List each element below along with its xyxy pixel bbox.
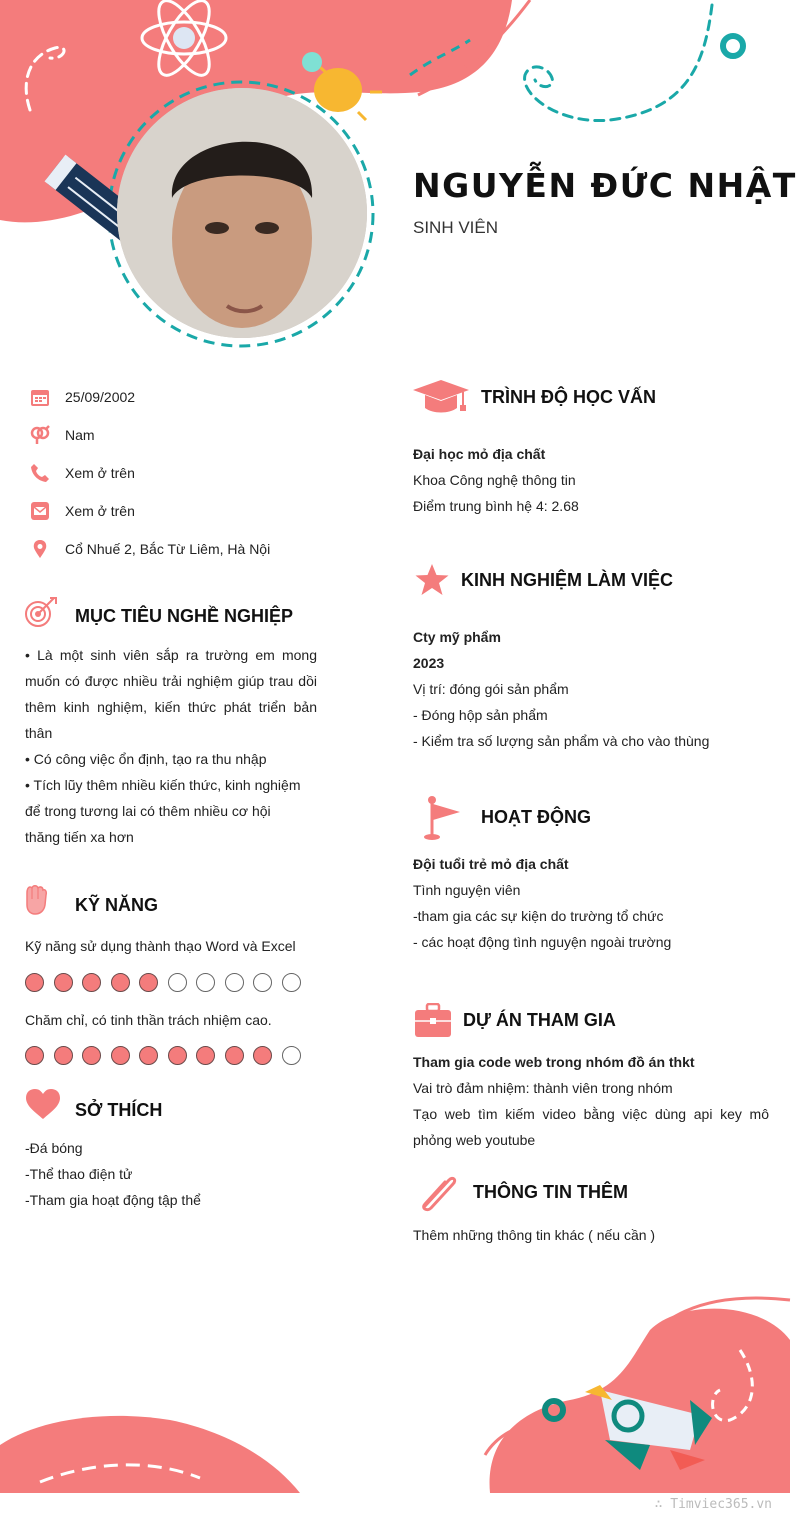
experience-title: KINH NGHIỆM LÀM VIỆC bbox=[461, 570, 674, 590]
activities-content bbox=[413, 851, 671, 955]
phone-icon bbox=[30, 463, 50, 483]
experience-line: - Đóng hộp sản phẩm bbox=[413, 707, 548, 723]
objective-line: • Tích lũy thêm nhiều kiến thức, kinh nghiệm bbox=[25, 777, 301, 793]
gender-icon bbox=[30, 425, 50, 445]
rating-dot-empty bbox=[168, 973, 187, 992]
target-icon bbox=[24, 596, 58, 630]
birthdate-text: 25/09/2002 bbox=[65, 389, 136, 405]
birthdate-row bbox=[30, 385, 135, 409]
objective-line: • Là một sinh viên sắp ra trường em mong muốn có được nhiều trải nghiệm giúp trau dồi thêm kinh nghiệm, kiến thức phát triển bản thân bbox=[25, 647, 317, 741]
school-name: Đại học mỏ địa chất bbox=[413, 446, 546, 462]
activity-line: - các hoạt động tình nguyện ngoài trường bbox=[413, 934, 672, 950]
location-icon bbox=[30, 539, 50, 559]
address-text: Cổ Nhuế 2, Bắc Từ Liêm, Hà Nội bbox=[65, 541, 271, 557]
objective-line: • Có công việc ổn định, tạo ra thu nhập bbox=[25, 751, 267, 767]
hobby-item: -Thể thao điện tử bbox=[25, 1166, 133, 1182]
skill-label: Kỹ năng sử dụng thành thạo Word và Excel bbox=[25, 938, 296, 954]
company-name: Cty mỹ phẩm bbox=[413, 629, 501, 645]
objective-line: để trong tương lai có thêm nhiều cơ hội bbox=[25, 803, 271, 819]
hobbies-list bbox=[25, 1135, 201, 1213]
education-content bbox=[413, 441, 579, 519]
paperclip-icon bbox=[417, 1172, 459, 1212]
extra-info-title: THÔNG TIN THÊM bbox=[473, 1182, 628, 1202]
rating-dot-empty bbox=[282, 1046, 301, 1065]
star-icon bbox=[415, 564, 449, 597]
address-row bbox=[30, 537, 270, 561]
skill-rating bbox=[25, 1046, 301, 1065]
activity-line: -tham gia các sự kiện do trường tổ chức bbox=[413, 908, 664, 924]
rating-dot-filled bbox=[196, 1046, 215, 1065]
project-line: Tạo web tìm kiếm video bằng việc dùng api key mô phỏng web youtube bbox=[413, 1106, 769, 1148]
projects-title: DỰ ÁN THAM GIA bbox=[463, 1010, 616, 1030]
hobby-item: -Đá bóng bbox=[25, 1140, 83, 1156]
rating-dot-filled bbox=[82, 1046, 101, 1065]
rating-dot-filled bbox=[139, 1046, 158, 1065]
skill-rating bbox=[25, 973, 301, 992]
calendar-icon bbox=[30, 387, 50, 407]
email-row bbox=[30, 499, 135, 523]
rating-dot-filled bbox=[225, 1046, 244, 1065]
objective-title: MỤC TIÊU NGHỀ NGHIỆP bbox=[75, 606, 294, 626]
experience-content bbox=[413, 624, 709, 754]
experience-line: - Kiểm tra số lượng sản phẩm và cho vào thùng bbox=[413, 733, 710, 749]
hobbies-title: SỞ THÍCH bbox=[75, 1100, 163, 1120]
experience-line: Vị trí: đóng gói sản phẩm bbox=[413, 681, 569, 697]
rating-dot-filled bbox=[168, 1046, 187, 1065]
briefcase-icon bbox=[415, 1003, 451, 1037]
education-title: TRÌNH ĐỘ HỌC VẤN bbox=[481, 387, 656, 407]
rating-dot-empty bbox=[282, 973, 301, 992]
objective-line: thăng tiến xa hơn bbox=[25, 829, 134, 845]
gender-text: Nam bbox=[65, 427, 95, 443]
objective-content bbox=[25, 642, 317, 850]
activities-title: HOẠT ĐỘNG bbox=[481, 807, 591, 827]
watermark: ∴ Timviec365.vn bbox=[654, 1497, 772, 1512]
rating-dot-filled bbox=[253, 1046, 272, 1065]
organization-name: Đội tuổi trẻ mỏ địa chất bbox=[413, 856, 569, 872]
watermark-text: Timviec365.vn bbox=[670, 1497, 772, 1512]
rating-dot-filled bbox=[25, 1046, 44, 1065]
rating-dot-filled bbox=[54, 1046, 73, 1065]
projects-content bbox=[413, 1049, 769, 1153]
phone-text: Xem ở trên bbox=[65, 465, 135, 481]
email-icon bbox=[30, 501, 50, 521]
phone-row bbox=[30, 461, 135, 485]
rating-dot-filled bbox=[54, 973, 73, 992]
candidate-name: NGUYỄN ĐỨC NHẬT bbox=[413, 166, 797, 205]
email-text: Xem ở trên bbox=[65, 503, 135, 519]
rating-dot-filled bbox=[111, 973, 130, 992]
fist-icon bbox=[24, 883, 48, 915]
rating-dot-empty bbox=[225, 973, 244, 992]
skill-label: Chăm chỉ, có tinh thần trách nhiệm cao. bbox=[25, 1012, 272, 1028]
rating-dot-empty bbox=[196, 973, 215, 992]
activity-line: Tình nguyện viên bbox=[413, 882, 521, 898]
project-name: Tham gia code web trong nhóm đồ án thkt bbox=[413, 1054, 695, 1070]
project-line: Vai trò đảm nhiệm: thành viên trong nhóm bbox=[413, 1080, 673, 1096]
education-line: Khoa Công nghệ thông tin bbox=[413, 472, 576, 488]
gender-row bbox=[30, 423, 95, 447]
rating-dot-empty bbox=[253, 973, 272, 992]
graduation-cap-icon bbox=[413, 380, 469, 414]
skills-title: KỸ NĂNG bbox=[75, 895, 159, 915]
rating-dot-filled bbox=[139, 973, 158, 992]
flag-icon bbox=[422, 796, 462, 842]
hobby-item: -Tham gia hoạt động tập thể bbox=[25, 1192, 201, 1208]
extra-info-text: Thêm những thông tin khác ( nếu cần ) bbox=[413, 1227, 656, 1243]
experience-year: 2023 bbox=[413, 655, 445, 671]
rating-dot-filled bbox=[82, 973, 101, 992]
candidate-role: SINH VIÊN bbox=[413, 218, 499, 237]
education-line: Điểm trung bình hệ 4: 2.68 bbox=[413, 498, 579, 514]
profile-photo bbox=[117, 88, 367, 338]
rating-dot-filled bbox=[25, 973, 44, 992]
heart-icon bbox=[25, 1088, 61, 1120]
rating-dot-filled bbox=[111, 1046, 130, 1065]
